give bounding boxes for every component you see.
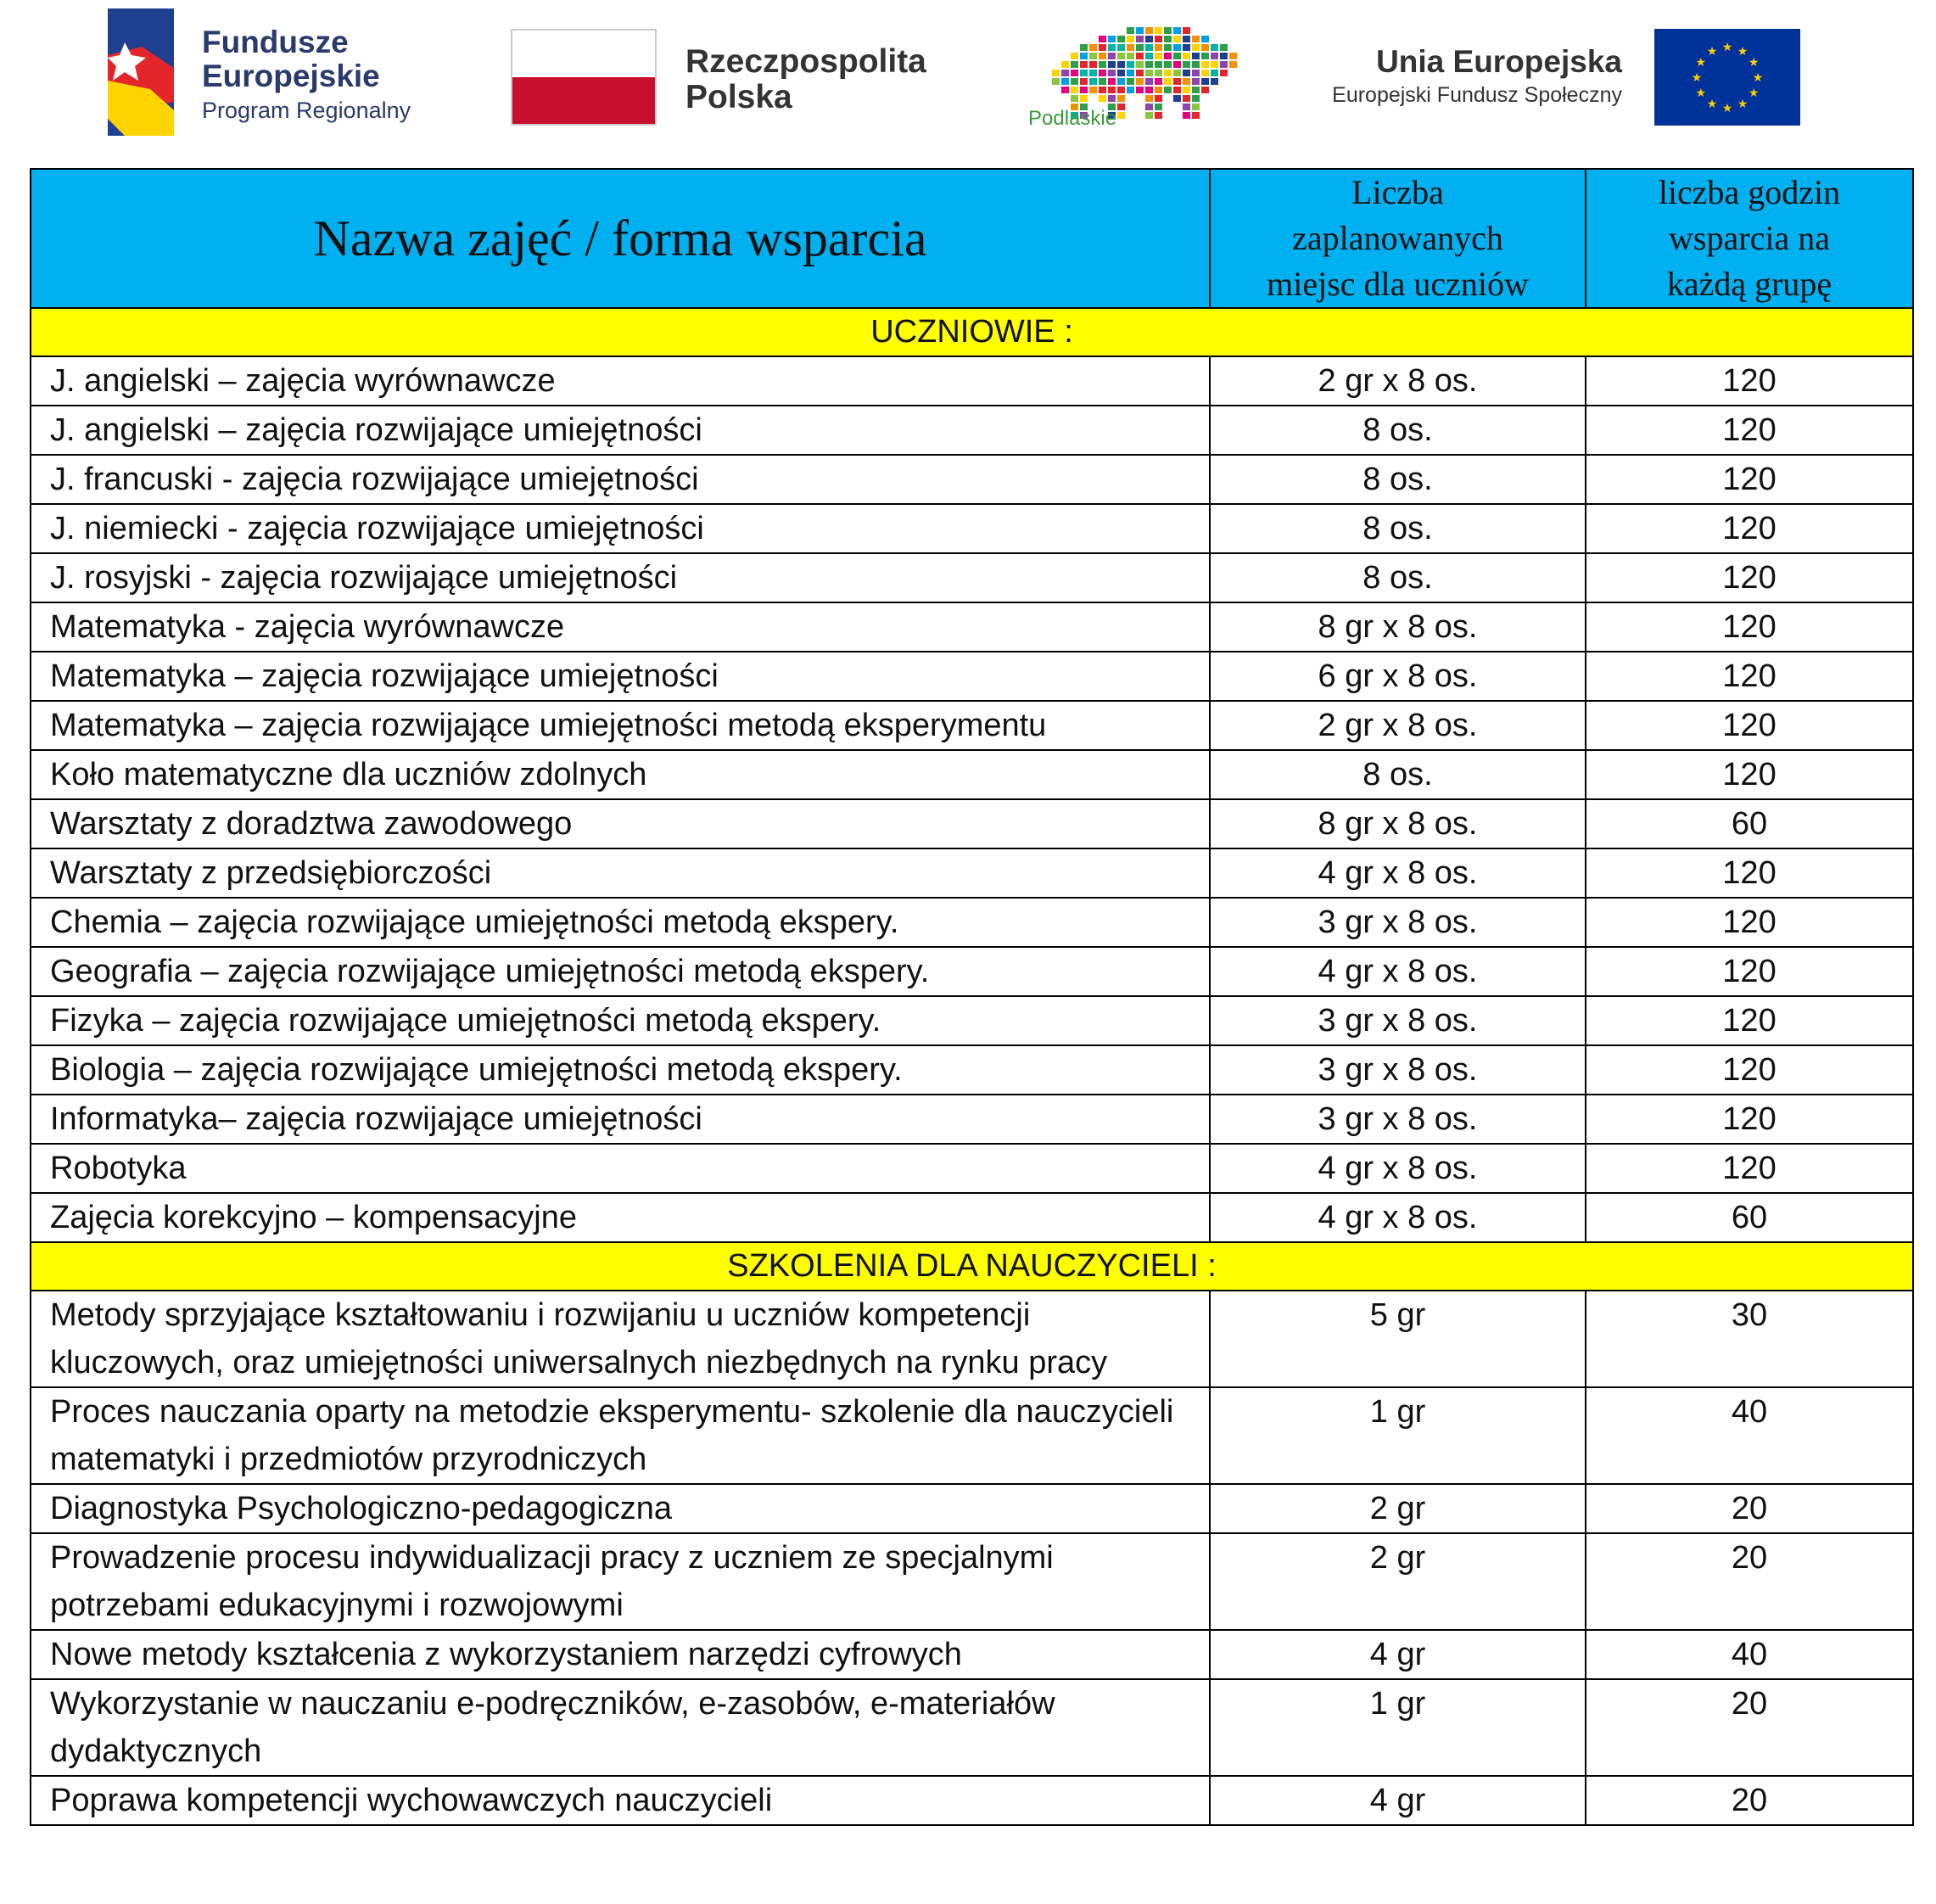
cell-places: 5 gr (1210, 1291, 1586, 1387)
cell-places: 6 gr x 8 os. (1210, 652, 1586, 701)
table-header-row (31, 169, 1913, 308)
cell-hours: 20 (1586, 1533, 1913, 1630)
svg-text:★: ★ (1691, 71, 1703, 85)
polish-flag-icon (511, 29, 657, 126)
cell-places: 4 gr x 8 os. (1210, 1144, 1586, 1193)
pl-line2: Polska (685, 79, 792, 115)
table-row (31, 1291, 1913, 1387)
fundusze-europejskie-logo-icon (108, 8, 174, 136)
cell-hours: 120 (1586, 750, 1913, 799)
cell-places: 3 gr x 8 os. (1210, 1045, 1586, 1095)
cell-hours: 120 (1586, 652, 1913, 701)
svg-text:★: ★ (1695, 56, 1707, 70)
cell-name: Informatyka– zajęcia rozwijające umiejętności (31, 1095, 1210, 1144)
table-row (31, 1630, 1913, 1679)
cell-places: 3 gr x 8 os. (1210, 898, 1586, 947)
cell-hours: 20 (1586, 1679, 1913, 1776)
cell-places: 8 os. (1210, 750, 1586, 799)
table-row (31, 504, 1913, 553)
cell-name: Proces nauczania oparty na metodzie eksperymentu- szkolenie dla nauczycieli matematyki i przedmiotów przyrodniczych (31, 1387, 1210, 1484)
table-row (31, 996, 1913, 1045)
cell-places: 8 os. (1210, 553, 1586, 602)
cell-hours: 20 (1586, 1776, 1913, 1825)
svg-text:★: ★ (1748, 87, 1760, 100)
cell-places: 4 gr (1210, 1630, 1586, 1679)
rzeczpospolita-polska-text (685, 44, 926, 115)
section-students-row (31, 308, 1913, 356)
svg-text:★: ★ (1695, 87, 1707, 100)
cell-hours: 120 (1586, 356, 1913, 406)
table-row (31, 947, 1913, 996)
table-row (31, 898, 1913, 947)
cell-places: 2 gr x 8 os. (1210, 356, 1586, 406)
cell-hours: 120 (1586, 455, 1913, 504)
header-places (1210, 169, 1586, 308)
cell-places: 8 gr x 8 os. (1210, 602, 1586, 652)
logo-strip (0, 0, 1936, 144)
cell-name: J. angielski – zajęcia wyrównawcze (31, 356, 1210, 406)
cell-places: 3 gr x 8 os. (1210, 1095, 1586, 1144)
cell-hours: 120 (1586, 1095, 1913, 1144)
table-row (31, 1484, 1913, 1533)
podlaskie-label: Podlaskie (1028, 107, 1117, 130)
section-teachers-title: SZKOLENIA DLA NAUCZYCIELI : (31, 1242, 1913, 1291)
table-row (31, 1193, 1913, 1242)
table-row (31, 356, 1913, 406)
header-places-l2: zaplanowanych (1292, 219, 1503, 257)
svg-text:★: ★ (1737, 44, 1749, 59)
ue-line1: Unia Europejska (1376, 44, 1622, 79)
cell-hours: 20 (1586, 1484, 1913, 1533)
table-row (31, 652, 1913, 701)
cell-places: 1 gr (1210, 1679, 1586, 1776)
header-hours-l3: każdą grupę (1666, 265, 1832, 303)
table-row (31, 1144, 1913, 1193)
cell-name: Metody sprzyjające kształtowaniu i rozwijaniu u uczniów kompetencji kluczowych, oraz umiejętności uniwersalnych niezbędnych na rynku pracy (31, 1291, 1210, 1387)
ue-line2: Europejski Fundusz Społeczny (1332, 83, 1622, 107)
cell-places: 8 gr x 8 os. (1210, 799, 1586, 848)
cell-places: 8 os. (1210, 504, 1586, 553)
cell-name: Chemia – zajęcia rozwijające umiejętności metodą ekspery. (31, 898, 1210, 947)
table-row (31, 1045, 1913, 1095)
cell-name: Prowadzenie procesu indywidualizacji pracy z uczniem ze specjalnymi potrzebami edukacyjnymi i rozwojowymi (31, 1533, 1210, 1630)
section-teachers-row (31, 1242, 1913, 1291)
svg-text:★: ★ (1737, 98, 1749, 112)
cell-name: Zajęcia korekcyjno – kompensacyjne (31, 1193, 1210, 1242)
cell-places: 1 gr (1210, 1387, 1586, 1484)
eu-flag-icon (1654, 29, 1800, 126)
cell-name: Wykorzystanie w nauczaniu e-podręczników, e-zasobów, e-materiałów dydaktycznych (31, 1679, 1210, 1776)
teachers-rows (31, 1291, 1913, 1825)
cell-hours: 60 (1586, 1193, 1913, 1242)
table-row (31, 848, 1913, 898)
cell-places: 8 os. (1210, 406, 1586, 455)
cell-name: Diagnostyka Psychologiczno-pedagogiczna (31, 1484, 1210, 1533)
cell-hours: 60 (1586, 799, 1913, 848)
header-hours (1586, 169, 1913, 308)
table-row (31, 799, 1913, 848)
table-row (31, 455, 1913, 504)
cell-hours: 120 (1586, 898, 1913, 947)
cell-hours: 120 (1586, 1045, 1913, 1095)
cell-name: Nowe metody kształcenia z wykorzystaniem narzędzi cyfrowych (31, 1630, 1210, 1679)
header-hours-l1: liczba godzin (1658, 173, 1841, 211)
cell-hours: 120 (1586, 947, 1913, 996)
cell-name: Poprawa kompetencji wychowawczych nauczycieli (31, 1776, 1210, 1825)
fundusze-europejskie-text (202, 25, 411, 127)
cell-name: Biologia – zajęcia rozwijające umiejętności metodą ekspery. (31, 1045, 1210, 1095)
cell-hours: 40 (1586, 1387, 1913, 1484)
table-row (31, 553, 1913, 602)
cell-name: Koło matematyczne dla uczniów zdolnych (31, 750, 1210, 799)
cell-hours: 120 (1586, 602, 1913, 652)
cell-name: J. niemiecki - zajęcia rozwijające umiejętności (31, 504, 1210, 553)
cell-name: J. rosyjski - zajęcia rozwijające umiejętności (31, 553, 1210, 602)
fe-line3: Program Regionalny (202, 98, 411, 123)
cell-places: 2 gr (1210, 1484, 1586, 1533)
header-places-l1: Liczba (1351, 173, 1444, 211)
table-row (31, 1387, 1913, 1484)
svg-text:★: ★ (1721, 41, 1733, 54)
svg-text:★: ★ (1706, 44, 1718, 59)
cell-name: Warsztaty z przedsiębiorczości (31, 848, 1210, 898)
students-rows (31, 356, 1913, 1242)
cell-places: 4 gr x 8 os. (1210, 947, 1586, 996)
cell-places: 4 gr (1210, 1776, 1586, 1825)
cell-hours: 120 (1586, 504, 1913, 553)
cell-places: 2 gr x 8 os. (1210, 701, 1586, 750)
cell-name: Fizyka – zajęcia rozwijające umiejętności metodą ekspery. (31, 996, 1210, 1045)
cell-name: J. angielski – zajęcia rozwijające umiejętności (31, 406, 1210, 455)
table-row (31, 1776, 1913, 1825)
table-row (31, 1533, 1913, 1630)
fe-line1: Fundusze (202, 25, 349, 59)
cell-name: Matematyka - zajęcia wyrównawcze (31, 602, 1210, 652)
svg-text:★: ★ (1706, 98, 1718, 112)
cell-hours: 40 (1586, 1630, 1913, 1679)
table-row (31, 406, 1913, 455)
cell-name: Robotyka (31, 1144, 1210, 1193)
table-row (31, 1095, 1913, 1144)
unia-europejska-text (1317, 44, 1622, 110)
cell-hours: 120 (1586, 701, 1913, 750)
table-row (31, 602, 1913, 652)
table-row (31, 750, 1913, 799)
support-table (30, 168, 1914, 1826)
cell-places: 3 gr x 8 os. (1210, 996, 1586, 1045)
cell-places: 2 gr (1210, 1533, 1586, 1630)
cell-hours: 120 (1586, 1144, 1913, 1193)
cell-hours: 30 (1586, 1291, 1913, 1387)
cell-hours: 120 (1586, 848, 1913, 898)
cell-name: J. francuski - zajęcia rozwijające umiejętności (31, 455, 1210, 504)
header-hours-l2: wsparcia na (1669, 219, 1830, 257)
cell-hours: 120 (1586, 553, 1913, 602)
svg-text:★: ★ (1752, 71, 1764, 85)
cell-hours: 120 (1586, 996, 1913, 1045)
table-row (31, 701, 1913, 750)
pl-line1: Rzeczpospolita (685, 43, 926, 80)
svg-text:★: ★ (1748, 56, 1760, 70)
cell-name: Matematyka – zajęcia rozwijające umiejętności metodą eksperymentu (31, 701, 1210, 750)
table-row (31, 1679, 1913, 1776)
header-places-l3: miejsc dla uczniów (1267, 265, 1529, 303)
cell-hours: 120 (1586, 406, 1913, 455)
cell-places: 8 os. (1210, 455, 1586, 504)
cell-name: Geografia – zajęcia rozwijające umiejętności metodą ekspery. (31, 947, 1210, 996)
svg-text:★: ★ (1721, 102, 1733, 115)
fe-line2: Europejskie (202, 59, 380, 93)
cell-name: Warsztaty z doradztwa zawodowego (31, 799, 1210, 848)
cell-places: 4 gr x 8 os. (1210, 848, 1586, 898)
cell-name: Matematyka – zajęcia rozwijające umiejętności (31, 652, 1210, 701)
section-students-title: UCZNIOWIE : (31, 308, 1913, 356)
header-name-text: Nazwa zajęć / forma wsparcia (313, 210, 927, 266)
cell-places: 4 gr x 8 os. (1210, 1193, 1586, 1242)
header-name (31, 169, 1210, 308)
